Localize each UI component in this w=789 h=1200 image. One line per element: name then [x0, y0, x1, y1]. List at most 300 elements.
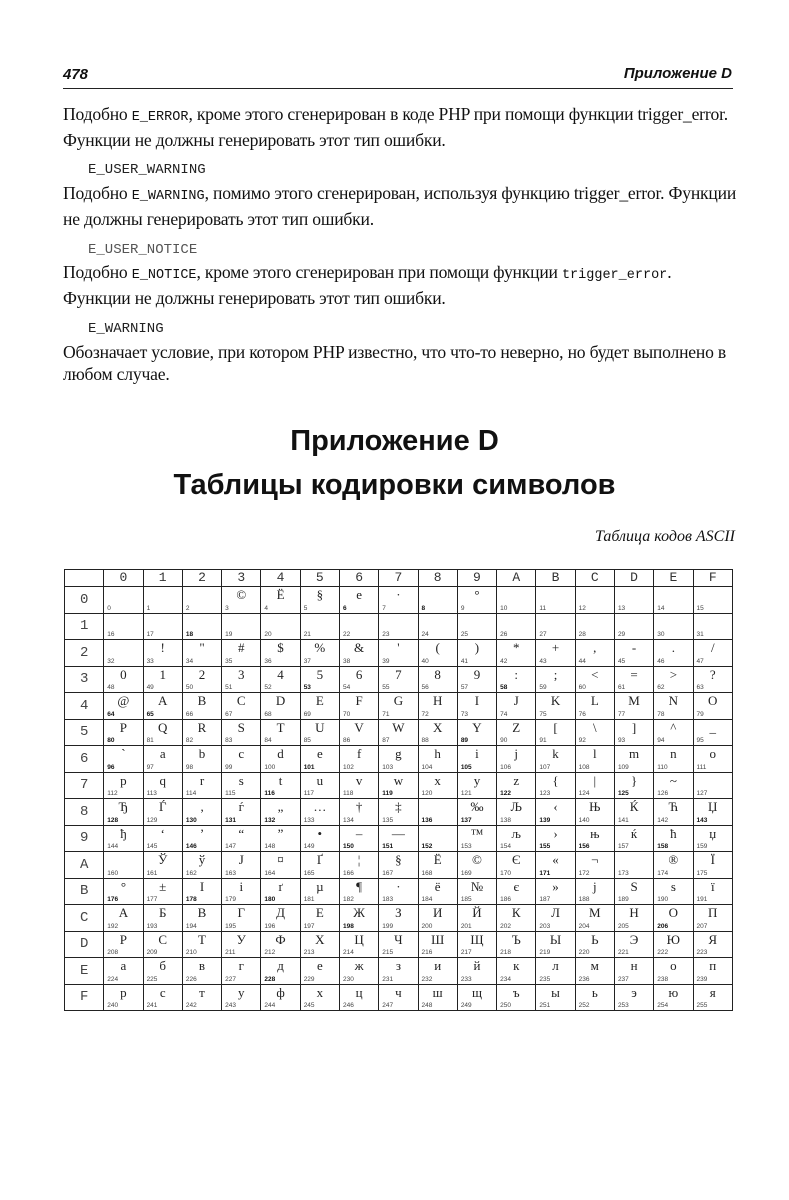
code-cell [654, 613, 693, 640]
code-number: 133 [303, 816, 315, 824]
column-header: 1 [143, 570, 182, 587]
code-number: 136 [421, 816, 433, 824]
code-cell [536, 825, 575, 852]
code-cell [693, 878, 733, 905]
code-cell [418, 587, 457, 614]
character-glyph: \ [592, 719, 597, 735]
code-number: 131 [225, 816, 236, 824]
appendix-subtitle: Таблицы кодировки символов [173, 469, 616, 501]
character-glyph: Ы [549, 931, 562, 947]
code-number: 40 [421, 657, 429, 665]
code-cell [222, 825, 261, 852]
character-glyph: Х [315, 931, 325, 947]
code-number: 98 [185, 763, 194, 771]
table-row [65, 587, 733, 614]
code-number: 24 [421, 631, 429, 638]
code-number: 236 [578, 975, 590, 983]
code-cell [418, 640, 457, 667]
character-glyph: ( [435, 640, 440, 655]
code-number: 82 [185, 737, 194, 744]
character-glyph: і [239, 878, 244, 894]
code-cell [418, 905, 457, 932]
row-header: 4 [65, 693, 104, 720]
character-glyph: Ґ [316, 852, 323, 867]
code-cell [418, 693, 457, 720]
character-glyph: w [393, 772, 404, 788]
code-number: 156 [578, 843, 590, 850]
table-body [65, 587, 733, 1011]
code-number: 166 [342, 869, 354, 877]
character-glyph: э [631, 984, 637, 1000]
code-number: 77 [617, 710, 626, 718]
code-number: 157 [617, 843, 629, 850]
table-row [65, 666, 733, 693]
code-cell [536, 799, 575, 826]
character-glyph: 5 [316, 666, 324, 682]
code-number: 44 [578, 657, 586, 665]
code-cell [300, 719, 339, 746]
character-glyph: ћ [670, 825, 677, 841]
character-glyph: Э [629, 931, 639, 947]
code-number: 76 [578, 710, 586, 718]
character-glyph: Њ [589, 799, 601, 814]
code-cell [575, 984, 614, 1011]
page-number: 478 [63, 66, 89, 83]
character-glyph: ѕ [670, 878, 676, 894]
character-glyph: ' [397, 640, 400, 655]
row-header: B [65, 878, 104, 905]
code-number: 234 [500, 975, 511, 983]
character-glyph: Ч [394, 931, 403, 947]
code-cell [654, 931, 693, 958]
code-number: 151 [382, 843, 394, 850]
code-number: 25 [460, 631, 469, 638]
code-number: 97 [146, 763, 154, 771]
code-number: 83 [225, 737, 233, 744]
code-number: 105 [460, 763, 472, 771]
code-cell [536, 958, 575, 985]
code-number: 244 [264, 1002, 276, 1009]
code-number: 62 [657, 684, 665, 691]
column-header: 9 [457, 570, 496, 587]
code-cell [575, 852, 614, 879]
character-glyph: I [474, 693, 480, 708]
code-cell [497, 799, 536, 826]
character-glyph: F [355, 693, 363, 708]
code-cell [497, 587, 536, 614]
code-number: 101 [303, 763, 315, 771]
code-cell [104, 878, 143, 905]
code-cell [339, 666, 378, 693]
header-rule [63, 88, 733, 89]
character-glyph: О [668, 905, 679, 920]
table-row [65, 772, 733, 799]
code-cell [339, 587, 378, 614]
code-cell [182, 958, 221, 985]
code-cell [222, 984, 261, 1011]
character-glyph: Ъ [511, 931, 521, 947]
code-number: 54 [342, 684, 351, 691]
code-cell [457, 825, 496, 852]
code-cell [222, 852, 261, 879]
code-number: 87 [382, 737, 390, 744]
character-glyph: Ї [710, 852, 715, 867]
code-number: 42 [500, 657, 508, 665]
code-cell [693, 587, 733, 614]
code-cell [222, 905, 261, 932]
code-number: 188 [578, 896, 590, 903]
code-cell [418, 931, 457, 958]
column-header: 0 [104, 570, 143, 587]
code-number: 218 [500, 949, 511, 956]
code-number: 180 [264, 896, 276, 903]
code-number: 184 [421, 896, 433, 903]
code-number: 111 [696, 763, 707, 771]
code-cell [379, 931, 418, 958]
paragraph-e-user-error [63, 103, 738, 151]
code-number: 148 [264, 843, 276, 850]
code-number: 179 [225, 896, 236, 903]
code-cell [222, 613, 261, 640]
column-header: C [575, 570, 614, 587]
code-number: 81 [146, 737, 154, 744]
code-cell [614, 693, 653, 720]
code-number: 230 [342, 975, 354, 983]
character-glyph: , [593, 640, 597, 655]
code-cell [300, 878, 339, 905]
code-number: 215 [382, 949, 394, 956]
code-number: 254 [657, 1002, 669, 1009]
code-number: 249 [460, 1002, 472, 1009]
character-glyph: " [199, 640, 205, 655]
code-number: 71 [382, 710, 390, 718]
code-cell [536, 719, 575, 746]
code-number: 19 [225, 631, 233, 638]
character-glyph: Ю [666, 931, 681, 947]
character-glyph: ± [159, 878, 167, 894]
character-glyph: † [355, 799, 363, 814]
code-cell [536, 613, 575, 640]
character-glyph: ь [591, 984, 598, 1000]
code-number: 75 [539, 710, 547, 718]
code-cell [693, 905, 733, 932]
character-glyph: ‚ [199, 799, 205, 814]
character-glyph: — [391, 825, 405, 841]
code-number: 17 [146, 631, 154, 638]
code-number: 53 [303, 684, 311, 691]
row-header: F [65, 984, 104, 1011]
character-glyph: з [395, 958, 401, 973]
code-cell [575, 693, 614, 720]
code-number: 201 [460, 922, 472, 930]
code-number: 216 [421, 949, 433, 956]
character-glyph: b [198, 746, 206, 761]
code-cell [261, 958, 300, 985]
code-cell [614, 878, 653, 905]
code-number: 80 [107, 737, 115, 744]
character-glyph: у [238, 984, 245, 1000]
code-number: 221 [617, 949, 629, 956]
code-cell [261, 719, 300, 746]
character-glyph: … [313, 799, 327, 814]
code-number: 95 [696, 737, 704, 744]
character-glyph: J [513, 693, 519, 708]
character-glyph: љ [511, 825, 521, 841]
code-number: 52 [264, 684, 272, 691]
character-glyph: Я [708, 931, 718, 947]
code-number: 214 [342, 949, 354, 956]
character-glyph: Ј [238, 852, 244, 867]
character-glyph: © [472, 852, 482, 867]
character-glyph: ч [395, 984, 402, 1000]
code-number: 181 [303, 896, 315, 903]
code-number: 56 [421, 684, 429, 691]
character-glyph: L [590, 693, 599, 708]
character-glyph: њ [590, 825, 600, 841]
character-glyph: 4 [277, 666, 284, 682]
character-glyph: ` [121, 746, 126, 761]
code-number: 22 [342, 631, 351, 638]
column-header: D [614, 570, 653, 587]
character-glyph: Ў [158, 852, 168, 867]
code-number: 104 [421, 763, 433, 771]
code-number: 222 [657, 949, 669, 956]
table-row [65, 640, 733, 667]
code-cell [418, 825, 457, 852]
code-cell [300, 693, 339, 720]
code-number: 102 [342, 763, 354, 771]
code-number: 173 [617, 869, 629, 877]
code-number: 142 [657, 816, 669, 824]
code-number: 13 [617, 604, 626, 612]
character-glyph: / [710, 640, 715, 655]
code-cell [457, 719, 496, 746]
row-header: 1 [65, 613, 104, 640]
character-glyph: Б [158, 905, 167, 920]
code-number: 74 [500, 710, 508, 718]
column-header: 6 [339, 570, 378, 587]
code-cell [614, 958, 653, 985]
code-cell [261, 693, 300, 720]
code-cell [575, 825, 614, 852]
code-number: 247 [382, 1002, 394, 1009]
character-glyph: “ [238, 825, 245, 841]
character-glyph: ъ [512, 984, 520, 1000]
code-cell [418, 719, 457, 746]
inline-code: trigger_error [561, 268, 668, 283]
code-cell [143, 799, 182, 826]
code-number: 96 [107, 763, 115, 771]
table-row [65, 878, 733, 905]
code-cell [182, 772, 221, 799]
code-number: 198 [342, 922, 354, 930]
code-cell [379, 878, 418, 905]
code-cell [182, 799, 221, 826]
code-cell [614, 799, 653, 826]
code-cell [339, 931, 378, 958]
code-cell [339, 719, 378, 746]
character-glyph: O [708, 693, 718, 708]
character-glyph: З [395, 905, 402, 920]
code-number: 64 [107, 710, 115, 718]
code-cell [654, 878, 693, 905]
character-glyph: > [669, 666, 678, 682]
code-number: 47 [696, 657, 704, 665]
code-number: 119 [382, 790, 393, 797]
code-number: 190 [657, 896, 669, 903]
code-number: 171 [539, 869, 551, 877]
code-cell [182, 878, 221, 905]
code-cell [379, 719, 418, 746]
character-glyph: ¤ [277, 852, 284, 867]
code-cell [379, 640, 418, 667]
code-number: 150 [342, 843, 354, 850]
code-number: 211 [225, 949, 236, 956]
character-glyph: [ [553, 719, 558, 735]
character-glyph: Ђ [118, 799, 129, 814]
code-number: 121 [460, 790, 472, 797]
code-cell [536, 693, 575, 720]
inline-code: E_ERROR [131, 110, 189, 125]
code-number: 124 [578, 790, 590, 797]
code-cell [457, 693, 496, 720]
character-glyph: s [238, 772, 244, 788]
character-glyph: ‰ [470, 799, 484, 814]
character-glyph: v [355, 772, 363, 788]
character-glyph: u [316, 772, 324, 788]
code-cell [339, 746, 378, 773]
code-number: 30 [657, 631, 665, 638]
code-number: 92 [578, 737, 586, 744]
code-cell [614, 905, 653, 932]
code-number: 12 [578, 604, 586, 612]
code-cell [654, 587, 693, 614]
character-glyph: B [197, 693, 207, 708]
character-glyph: V [354, 719, 364, 735]
character-glyph: h [434, 746, 441, 761]
code-cell [222, 746, 261, 773]
code-cell [654, 772, 693, 799]
code-cell [339, 772, 378, 799]
code-cell [143, 587, 182, 614]
code-cell [536, 640, 575, 667]
character-glyph: џ [709, 825, 717, 841]
character-glyph: р [120, 984, 127, 1000]
code-number: 55 [382, 684, 390, 691]
code-number: 255 [696, 1002, 708, 1009]
code-number: 227 [225, 975, 236, 983]
code-cell [654, 640, 693, 667]
code-cell [104, 719, 143, 746]
code-cell [693, 799, 733, 826]
code-cell [261, 772, 300, 799]
character-glyph: © [236, 587, 247, 602]
character-glyph: м [590, 958, 599, 973]
row-header: 5 [65, 719, 104, 746]
corner-cell [65, 570, 104, 587]
code-number: 233 [460, 975, 472, 983]
code-number: 18 [185, 631, 194, 638]
code-cell [339, 984, 378, 1011]
character-glyph: o [709, 746, 716, 761]
code-cell [693, 666, 733, 693]
character-glyph: п [709, 958, 717, 973]
code-number: 106 [500, 763, 511, 771]
character-glyph: „ [277, 799, 284, 814]
character-glyph: С [158, 931, 168, 947]
code-number: 231 [382, 975, 394, 983]
code-cell [143, 746, 182, 773]
code-number: 253 [617, 1002, 629, 1009]
code-cell [457, 958, 496, 985]
code-number: 134 [342, 816, 354, 824]
inline-code: E_NOTICE [131, 268, 197, 283]
code-number: 139 [539, 816, 551, 824]
code-number: 239 [696, 975, 708, 983]
code-number: 152 [421, 843, 433, 850]
code-cell [614, 666, 653, 693]
code-number: 144 [107, 843, 119, 850]
code-number: 251 [539, 1002, 551, 1009]
code-number: 174 [657, 869, 669, 877]
code-cell [614, 931, 653, 958]
character-glyph: E [315, 693, 324, 708]
table-row [65, 693, 733, 720]
code-cell [300, 799, 339, 826]
character-glyph: W [392, 719, 405, 735]
character-glyph: Т [198, 931, 206, 947]
character-glyph: Ж [353, 905, 365, 920]
character-glyph: ¦ [357, 852, 361, 867]
character-glyph: ќ [630, 825, 638, 841]
table-row [65, 613, 733, 640]
code-number: 154 [500, 843, 511, 850]
code-cell [575, 719, 614, 746]
character-glyph: в [198, 958, 206, 973]
code-number: 84 [264, 737, 272, 744]
code-cell [457, 984, 496, 1011]
row-header: E [65, 958, 104, 985]
row-header: 9 [65, 825, 104, 852]
character-glyph: ; [553, 666, 558, 682]
code-number: 163 [225, 869, 236, 877]
code-cell [575, 958, 614, 985]
character-glyph: n [670, 746, 677, 761]
code-number: 78 [657, 710, 665, 718]
character-glyph: Љ [510, 799, 522, 814]
character-glyph: И [432, 905, 443, 920]
character-glyph: K [550, 693, 561, 708]
code-cell [614, 719, 653, 746]
character-glyph: е [356, 587, 362, 602]
character-glyph: Ш [431, 931, 445, 947]
code-number: 60 [578, 684, 586, 691]
code-cell [379, 587, 418, 614]
code-cell [457, 931, 496, 958]
code-cell [222, 958, 261, 985]
character-glyph: ” [277, 825, 284, 841]
code-cell [693, 693, 733, 720]
code-cell [457, 772, 496, 799]
code-cell [222, 693, 261, 720]
code-number: 145 [146, 843, 158, 850]
code-number: 128 [107, 816, 119, 824]
code-cell [497, 958, 536, 985]
character-glyph: ‡ [395, 799, 402, 814]
code-cell [339, 958, 378, 985]
code-number: 113 [146, 790, 157, 797]
character-glyph: : [514, 666, 519, 682]
